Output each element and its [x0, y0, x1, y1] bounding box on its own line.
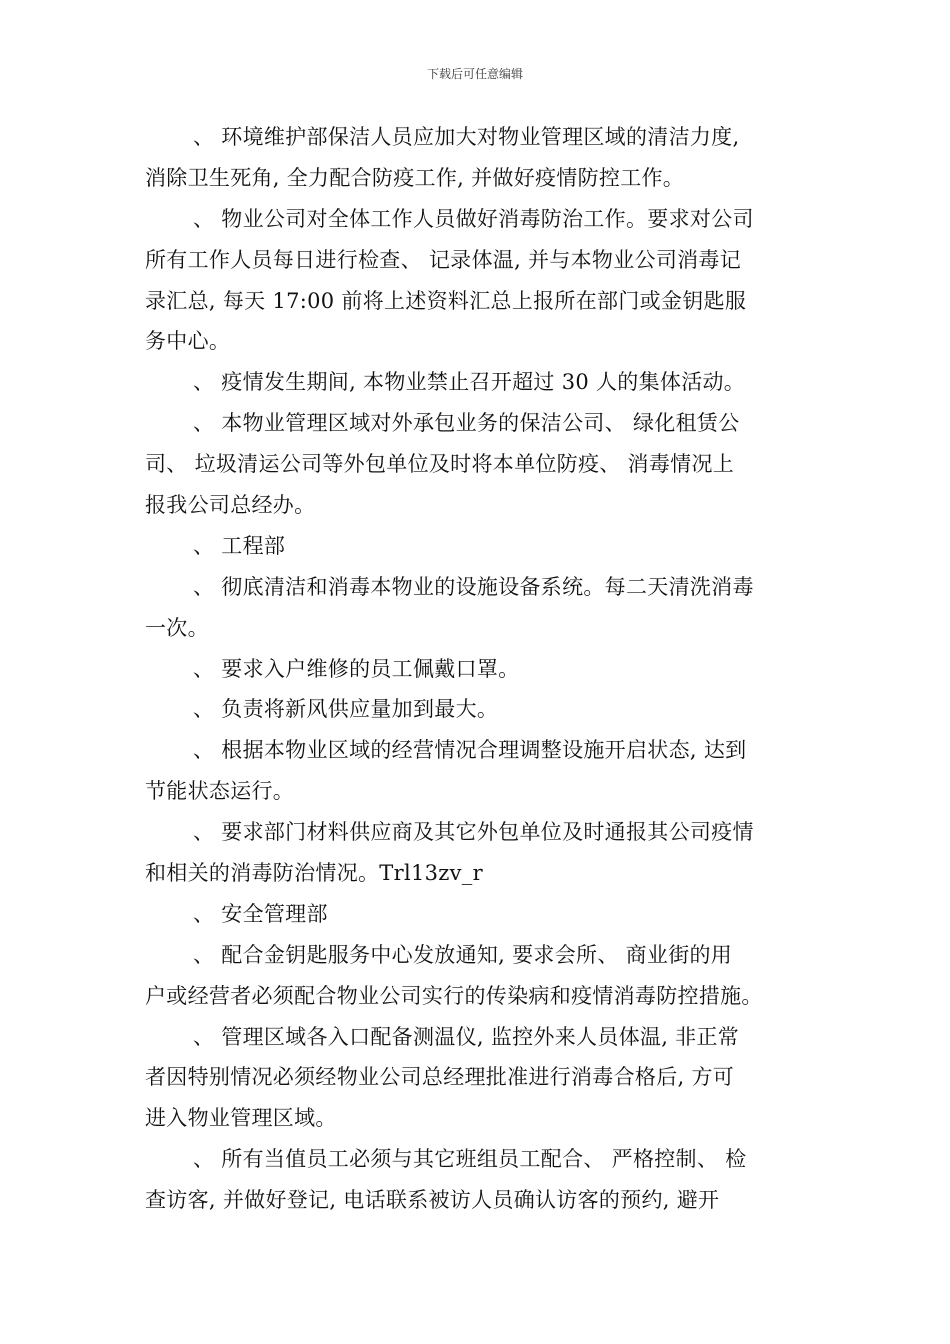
- text-line: 、 工程部: [193, 533, 286, 558]
- text-line: 、 管理区域各入口配备测温仪, 监控外来人员体温, 非正常: [193, 1024, 740, 1049]
- text-line: 、 要求部门材料供应商及其它外包单位及时通报其公司疫情: [193, 820, 754, 845]
- text-line: 、 安全管理部: [193, 901, 328, 926]
- text-line: 录汇总, 每天 17:00 前将上述资料汇总上报所在部门或金钥匙服: [145, 288, 747, 313]
- text-line: 消除卫生死角, 全力配合防疫工作, 并做好疫情防控工作。: [145, 165, 685, 190]
- text-line: 、 彻底清洁和消毒本物业的设施设备系统。每二天清洗消毒: [193, 574, 754, 599]
- page-header: 下载后可任意编辑: [426, 67, 523, 81]
- text-line: 务中心。: [145, 329, 231, 354]
- text-line: 、 要求入户维修的员工佩戴口罩。: [193, 656, 520, 681]
- text-line: 一次。: [145, 615, 209, 640]
- text-line: 查访客, 并做好登记, 电话联系被访人员确认访客的预约, 避开: [145, 1188, 720, 1213]
- text-line: 所有工作人员每日进行检查、 记录体温, 并与本物业公司消毒记: [145, 247, 742, 272]
- text-line: 、 配合金钥匙服务中心发放通知, 要求会所、 商业街的用: [193, 942, 733, 967]
- text-line: 进入物业管理区域。: [145, 1106, 337, 1131]
- document-body: [145, 117, 810, 1221]
- text-line: 、 疫情发生期间, 本物业禁止召开超过 30 人的集体活动。: [193, 370, 746, 395]
- text-line: 者因特别情况必须经物业公司总经理批准进行消毒合格后, 方可: [145, 1065, 735, 1090]
- text-line: 报我公司总经办。: [145, 493, 316, 518]
- text-line: 司、 垃圾清运公司等外包单位及时将本单位防疫、 消毒情况上: [145, 452, 735, 477]
- text-line: 、 环境维护部保洁人员应加大对物业管理区域的清洁力度,: [193, 125, 740, 149]
- text-line: 、 所有当值员工必须与其它班组员工配合、 严格控制、 检: [193, 1147, 747, 1172]
- text-line: 和相关的消毒防治情况。Trl13zv_r: [145, 861, 483, 886]
- text-line: 、 负责将新风供应量加到最大。: [193, 697, 499, 722]
- text-line: 、 根据本物业区域的经营情况合理调整设施开启状态, 达到: [193, 738, 747, 763]
- text-line: 、 物业公司对全体工作人员做好消毒防治工作。要求对公司: [193, 206, 754, 231]
- text-line: 节能状态运行。: [145, 779, 295, 804]
- text-line: 户或经营者必须配合物业公司实行的传染病和疫情消毒防控措施。: [145, 983, 763, 1008]
- text-line: 、 本物业管理区域对外承包业务的保洁公司、 绿化租赁公: [193, 411, 740, 436]
